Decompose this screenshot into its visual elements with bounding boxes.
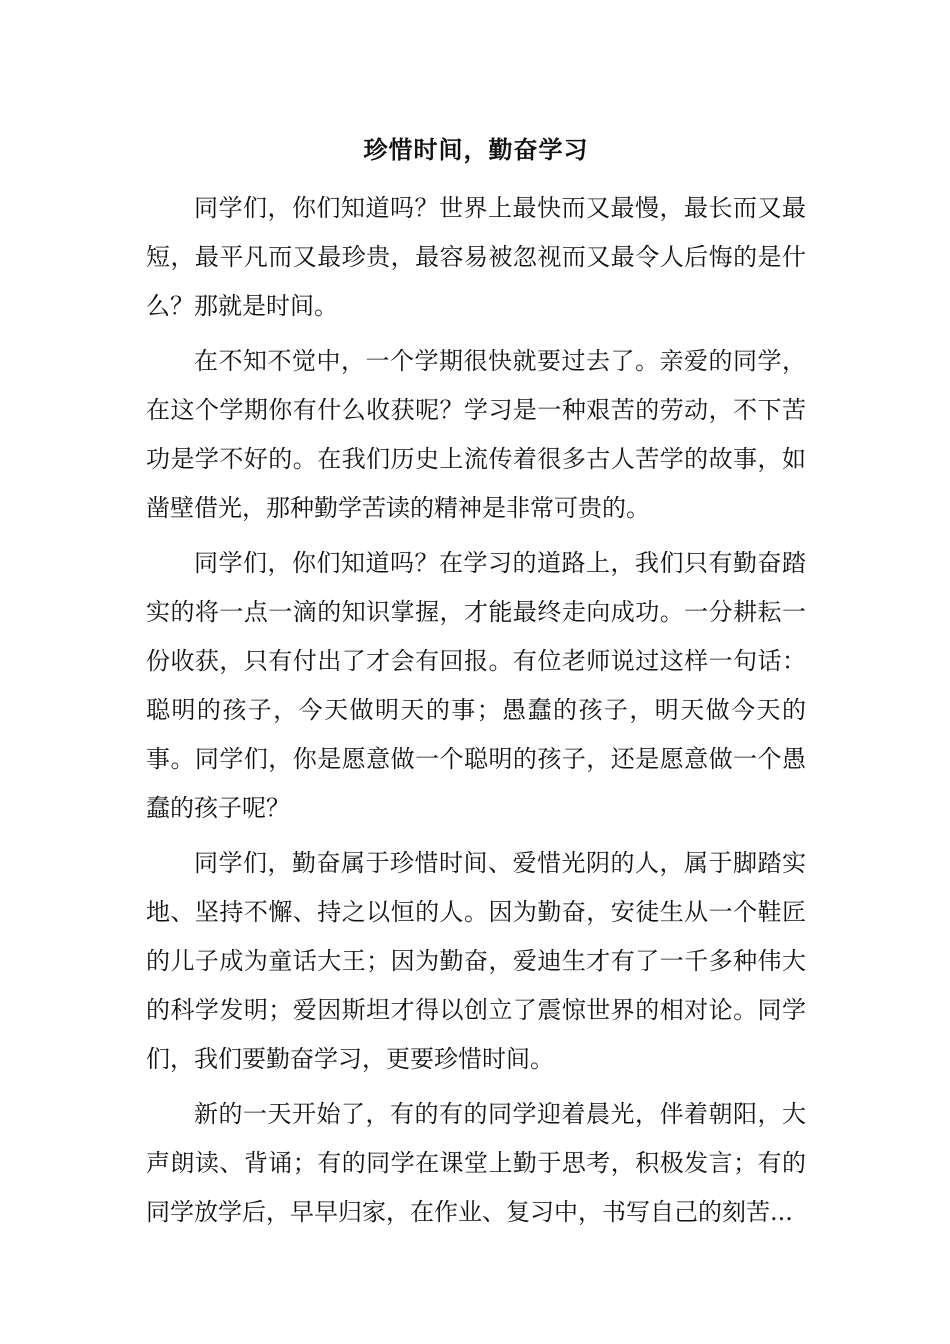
paragraph-5: 新的一天开始了，有的有的同学迎着晨光，伴着朝阳，大声朗读、背诵；有的同学在课堂上勤于思考，积极发言；有的同学放学后，早早归家，在作业、复习中，书写自己的刻苦... <box>146 1100 806 1226</box>
paragraph-2: 在不知不觉中，一个学期很快就要过去了。亲爱的同学，在这个学期你有什么收获呢？学习是一种艰苦的劳动，不下苦功是学不好的。在我们历史上流传着很多古人苦学的故事，如凿壁借光，那种勤学苦读的精神是非常可贵的。 <box>146 347 806 522</box>
document-title: 珍惜时间，勤奋学习 <box>363 136 589 164</box>
paragraph-1: 同学们，你们知道吗？世界上最快而又最慢，最长而又最短，最平凡而又最珍贵，最容易被忽视而又最令人后悔的是什么？那就是时间。 <box>146 194 806 320</box>
paragraph-4: 同学们，勤奋属于珍惜时间、爱惜光阴的人，属于脚踏实地、坚持不懈、持之以恒的人。因为勤奋，安徒生从一个鞋匠的儿子成为童话大王；因为勤奋，爱迪生才有了一千多种伟大的科学发明；爱因斯坦才得以创立了震惊世界的相对论。同学们，我们要勤奋学习，更要珍惜时间。 <box>146 849 806 1073</box>
document-body <box>146 128 806 1243</box>
paragraph-3: 同学们，你们知道吗？在学习的道路上，我们只有勤奋踏实的将一点一滴的知识掌握，才能最终走向成功。一分耕耘一份收获，只有付出了才会有回报。有位老师说过这样一句话：聪明的孩子，今天做明天的事；愚蠢的孩子，明天做今天的事。同学们，你是愿意做一个聪明的孩子，还是愿意做一个愚蠢的孩子呢？ <box>146 549 806 822</box>
